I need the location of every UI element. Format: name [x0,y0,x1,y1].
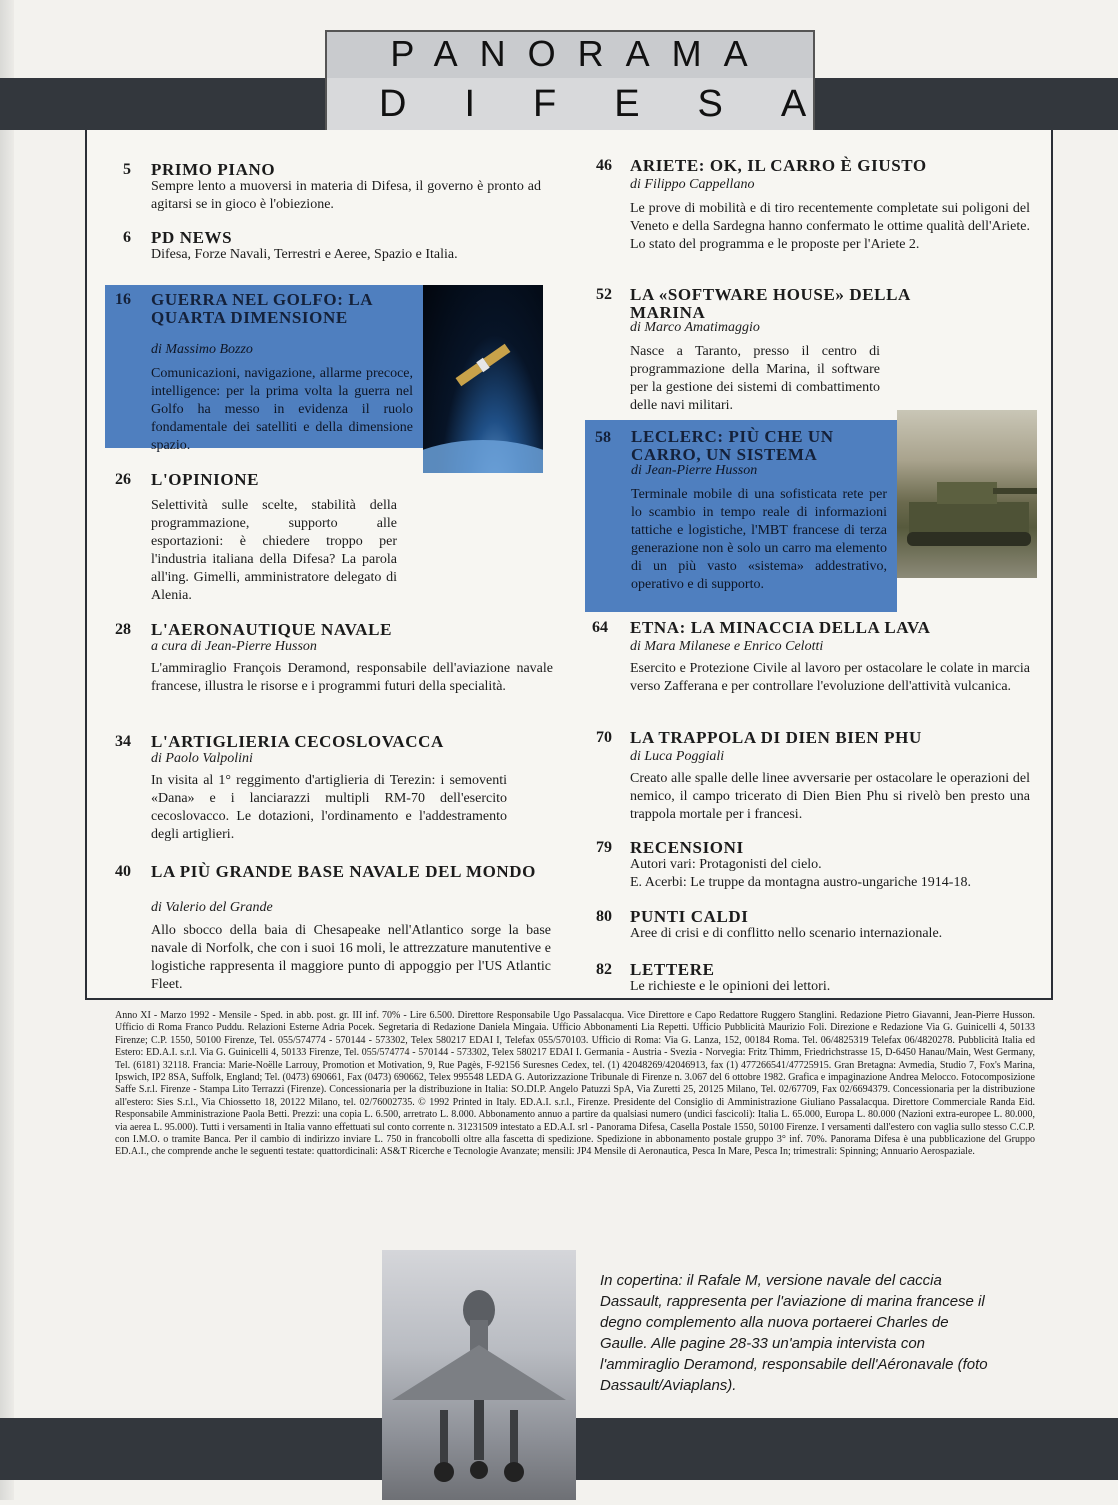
cover-caption: In copertina: il Rafale M, versione navale del caccia Dassault, rappresenta per l'aviazione di marina francese il degno complemento alla nuova portaerei Charles de Gaulle. Alle pagine 28-33 un'ampia intervista con l'ammiraglio Deramond, responsabile dell'Aéronavale (foto Dassault/Aviaplans). [600,1272,988,1394]
entry-author: di Filippo Cappellano [630,177,755,192]
tank-photo [897,410,1037,578]
toc-entry-base-navale[interactable] [105,862,565,1002]
entry-title: ARIETE: OK, IL CARRO È GIUSTO [630,156,927,175]
masthead-title-bottom: DIFESA [379,83,865,125]
featured-box-guerra-golfo[interactable] [105,285,423,453]
entry-author: di Valerio del Grande [151,900,273,915]
tank-icon [897,410,1037,578]
page-number: 80 [596,908,612,925]
toc-entry-lettere[interactable] [590,960,1040,1000]
entry-title: RECENSIONI [630,838,744,857]
masthead-panorama [325,30,815,78]
page-number: 26 [115,471,131,488]
entry-description: Allo sbocco della baia di Chesapeake nell'Atlantico sorge la base navale di Norfolk, che con i suoi 16 moli, le attrezzature manutentive e logistiche rappresenta il maggiore punto di appoggio per l'US Atlantic Fleet. [151,923,551,992]
toc-entry-opinione[interactable] [105,470,545,610]
entry-description: Aree di crisi e di conflitto nello scenario internazionale. [630,926,943,941]
entry-description: In visita al 1° reggimento d'artiglieria di Terezin: i semoventi «Dana» e i lanciarazzi multipli RM-70 dell'esercito cecoslovacco. Le dotazioni, l'ordinamento e l'addestramento degli artiglieri. [151,773,507,842]
entry-description: Terminale mobile di una sofisticata rete per lo scambio in tempo reale di informazioni tattiche e logistiche, l'MBT francese di terza generazione non è solo un carro ma elemento di un più vasto «sistema» addestrativo, operativo e di supporto. [631,487,887,592]
page-number: 82 [596,961,612,978]
entry-title: LECLERC: PIÙ CHE UN CARRO, UN SISTEMA [631,427,834,464]
page-number: 46 [596,157,612,174]
toc-entry-primo-piano[interactable] [105,160,545,220]
entry-title: LA «SOFTWARE HOUSE» DELLA MARINA [630,285,910,322]
toc-entry-pd-news[interactable] [105,228,545,270]
page-number: 70 [596,729,612,746]
entry-title: L'ARTIGLIERIA CECOSLOVACCA [151,732,444,751]
entry-description: Le prove di mobilità e di tiro recentemente completate sui poligoni del Veneto e della Sardegna hanno confermato le ottime qualità dell'Ariete. Lo stato del programma e le proposte per l'Ariete 2. [630,201,1030,252]
toc-entry-ariete[interactable] [590,156,1040,271]
page-number: 79 [596,839,612,856]
entry-author: di Paolo Valpolini [151,751,253,766]
masthead-difesa [325,78,865,130]
fighter-jet-icon [382,1250,576,1500]
entry-title: GUERRA NEL GOLFO: LA QUARTA DIMENSIONE [151,290,373,327]
entry-description-2: E. Acerbi: Le truppe da montagna austro-ungariche 1914-18. [630,875,971,890]
entry-description: Creato alle spalle delle linee avversarie per ostacolare le operazioni del nemico, il campo tricerato di Dien Bien Phu si rivelò ben presto una trappola mortale per i francesi. [630,771,1030,822]
satellite-photo [423,285,543,473]
entry-title: LETTERE [630,960,715,979]
entry-title: PRIMO PIANO [151,160,276,179]
page-number: 52 [596,286,612,303]
page-number: 6 [123,229,131,246]
cover-photo-rafale [382,1250,576,1500]
entry-description: Comunicazioni, navigazione, allarme precoce, intelligence: per la prima volta la guerra nel Golfo ha messo in evidenza il ruolo fondamentale dei satelliti e della dimensione spazio. [151,366,413,453]
page-number: 64 [592,619,608,636]
entry-description: Nasce a Taranto, presso il centro di programmazione della Marina, il software per la gestione dei sistemi di combattimento delle navi militari. [630,344,880,413]
entry-title: LA PIÙ GRANDE BASE NAVALE DEL MONDO [151,862,536,881]
featured-box-leclerc[interactable] [585,420,897,612]
colophon: Anno XI - Marzo 1992 - Mensile - Sped. in abb. post. gr. III inf. 70% - Lire 6.500. Direttore Responsabile Ugo Passalacqua. Vice Direttore e Capo Redattore Ruggero Stanglini. Redazione Pietro Giavanni, Jean-Pierre Husson. Ufficio di Roma Franco Puddu. Relazioni Esterne Adria Pocek. Segretaria di Redazione Daniela Mingaia. Ufficio Abbonamenti Lia Repetti. Ufficio Pubblicità Maurizio Foli. Direzione e Redazione Via G. Guinicelli 4, 50133 Firenze; C.P. 1550, 50100 Firenze, Tel. 055/574774 - 570144 - 573302, Telex 580217 EDAI I, Telefax 055/570103. Ufficio di Roma: Via G. Lanza, 152, 00184 Roma. Tel. 06/4825319 Telefax 06/4820278. Pubblicità Italia ed Estero: ED.A.I. s.r.l. Via G. Guinicelli 4, 50133 Firenze, Tel. 055/574774 - 570144 - 573302, Telex 580217 EDAI I. Germania - Austria - Svezia - Norvegia: Fritz Thimm, Friedrichstrasse 15, D-6450 Hanau/Main, West Germany, Tel. (6181) 32118. Francia: Marie-Noëlle Larrouy, Promotion et Motivation, 9, Rue Pagès, F-92156 Suresnes Cedex, tel. (1) 42048269/42046913, fax (1) 477266541/47725915. Gran Bretagna: Avmedia, Studio 7, Fox's Marina, Ipswich, IP2 8SA, Suffolk, England; Tel. (0473) 690661, Fax (0473) 690662, Telex 995548 LEDA G. Autorizzazione Tribunale di Firenze n. 3.067 del 6 ottobre 1982. Grafica e impaginazione Andrea Melocco. Fotocomposizione Saffe S.r.l. Firenze - Stampa Lito Terrazzi (Firenze). Concessionaria per la distribuzione in Italia: SO.DI.P. Angelo Patuzzi SpA, Via Zuretti 25, 20125 Milano, Tel. 02/67709, Fax 02/6694379. Concessionaria per la distribuzione all'estero: Sies S.r.l., Via Chiossetto 18, 20122 Milano, tel. 02/76002735. © 1992 Printed in Italy. ED.A.I. s.r.l., Firenze. Presidente del Consiglio di Amministrazione Giuliano Passalacqua. Direttore Commerciale Randa Eid. Responsabile Amministrazione Paola Betti. Prezzi: una copia L. 6.500, arretrato L. 8.000. Abbonamento annuo a partire da qualsiasi numero (undici fascicoli): Italia L. 65.000, Europa L. 80.000 (Nazioni extra-europee L. 80.000, via aerea L. 95.000). Tutti i versamenti in Italia vanno effettuati sul conto corrente n. 31231509 intestato a ED.A.I. srl - Panorama Difesa, Casella Postale 1550, 50100 Firenze. I versamenti dall'estero con vaglia sullo stesso C.C.P. con I.M.O. o tramite Banca. Per il cambio di indirizzo inviare L. 750 in francobolli oltre alla fascetta di spedizione. Spedizione in abbonamento postale gruppo 3° inf. 70%. Panorama Difesa è una pubblicazione del Gruppo ED.A.I., che comprende anche le seguenti testate: quattordicinali: AS&T Ricerche e Tecnologie Avanzate; mensili: JP4 Mensile di Aeronautica, Pesca In Mare, Pesca In; trimestrali: Spinning; Annuario Aerospaziale. [115,1010,1035,1158]
page-number: 58 [595,429,611,446]
entry-author: di Jean-Pierre Husson [631,463,758,478]
toc-entry-recensioni[interactable] [590,838,1040,894]
toc-entry-etna[interactable] [590,618,1040,718]
entry-author: di Marco Amatimaggio [630,320,760,335]
entry-description: L'ammiraglio François Deramond, responsabile dell'aviazione navale francese, illustra le risorse e i programmi futuri della specialità. [151,661,553,694]
page-edge [0,0,14,1500]
toc-entry-punti-caldi[interactable] [590,907,1040,947]
entry-title: ETNA: LA MINACCIA DELLA LAVA [630,618,931,637]
page-number: 40 [115,863,131,880]
toc-entry-software-house[interactable] [590,285,1040,413]
entry-description: Autori vari: Protagonisti del cielo. [630,857,822,872]
toc-entry-aeronautique-navale[interactable] [105,620,555,715]
page-number: 34 [115,733,131,750]
entry-description: Le richieste e le opinioni dei lettori. [630,979,831,994]
entry-description: Difesa, Forze Navali, Terrestri e Aeree, Spazio e Italia. [151,247,458,262]
entry-author: di Massimo Bozzo [151,342,253,357]
entry-description: Selettività sulle scelte, stabilità della programmazione, supporto alle esportazioni: è chiedere troppo per l'industria italiana della Difesa? La parola all'ing. Gimelli, amministratore delegato di Alenia. [151,498,397,603]
entry-author: a cura di Jean-Pierre Husson [151,639,317,654]
entry-title: LA TRAPPOLA DI DIEN BIEN PHU [630,728,922,747]
masthead-title-top: PANORAMA [390,33,770,74]
entry-author: di Mara Milanese e Enrico Celotti [630,639,824,654]
entry-title: L'AERONAUTIQUE NAVALE [151,620,393,639]
entry-title: L'OPINIONE [151,470,260,489]
entry-description: Sempre lento a muoversi in materia di Difesa, il governo è pronto ad agitarsi se in gioco è l'obiezione. [151,179,541,212]
toc-entry-artiglieria[interactable] [105,732,555,842]
satellite-icon [423,285,543,473]
page-number: 16 [115,291,131,308]
entry-description: Esercito e Protezione Civile al lavoro per ostacolare le colate in marcia verso Zafferana e per controllare l'evoluzione dell'attività vulcanica. [630,661,1030,694]
entry-title: PD NEWS [151,228,233,247]
toc-entry-dien-bien-phu[interactable] [590,728,1040,828]
entry-title: PUNTI CALDI [630,907,749,926]
entry-author: di Luca Poggiali [630,749,725,764]
page-number: 5 [123,161,131,178]
page-number: 28 [115,621,131,638]
